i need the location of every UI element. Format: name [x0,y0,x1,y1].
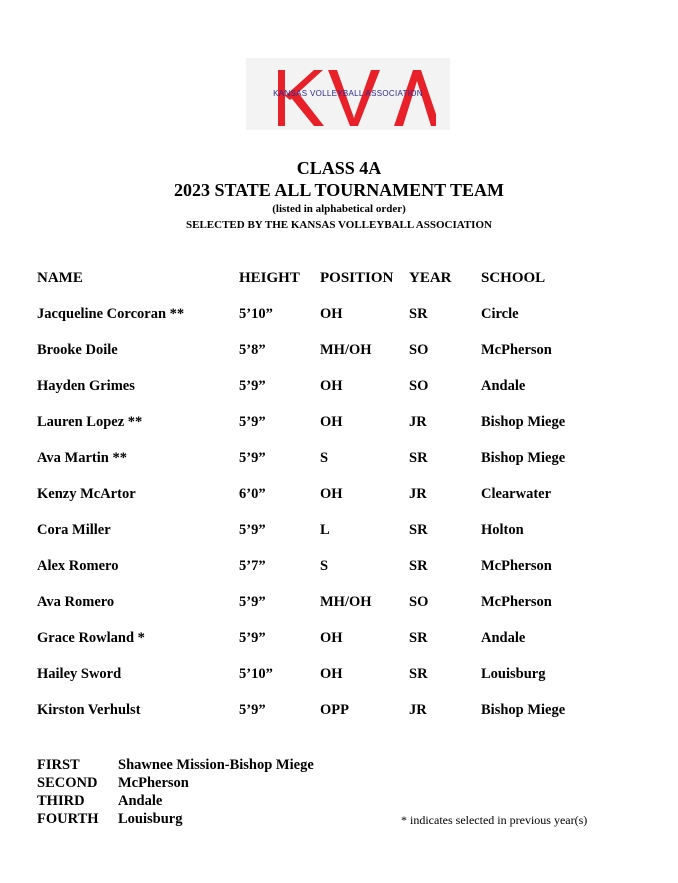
table-row [0,342,678,362]
table-row [0,702,678,722]
player-year: JR [409,486,427,502]
placement-team: McPherson [118,775,189,791]
player-height: 5’9” [239,522,266,538]
footnote: * indicates selected in previous year(s) [401,813,588,827]
placement-label: FOURTH [37,811,99,827]
placement-label: FIRST [37,757,80,773]
player-year: SR [409,558,428,574]
player-position: OH [320,486,343,502]
player-position: OPP [320,702,349,718]
placement-third [37,793,162,810]
kva-logo [246,58,450,130]
table-row [0,558,678,578]
player-year: SR [409,306,428,322]
player-height: 5’7” [239,558,266,574]
player-height: 6’0” [239,486,266,502]
player-name: Kenzy McArtor [37,486,136,502]
player-name: Kirston Verhulst [37,702,141,718]
class-heading: CLASS 4A [296,158,382,178]
player-position: OH [320,378,343,394]
order-note: (listed in alphabetical order) [272,203,406,215]
placement-team: Andale [118,793,163,809]
player-school: Andale [481,630,526,646]
player-school: McPherson [481,342,552,358]
player-position: OH [320,414,343,430]
table-row [0,378,678,398]
player-name: Ava Romero [37,594,115,610]
player-name: Hayden Grimes [37,378,135,394]
player-year: SR [409,522,428,538]
table-row [0,306,678,326]
player-year: SO [409,594,429,610]
player-year: SR [409,666,428,682]
player-name: Ava Martin ** [37,450,127,466]
placement-label: SECOND [37,775,98,791]
player-height: 5’9” [239,630,266,646]
player-position: MH/OH [320,594,372,610]
placement-team: Louisburg [118,811,183,827]
player-position: MH/OH [320,342,372,358]
table-row [0,630,678,650]
placement-label: THIRD [37,793,85,809]
player-school: Circle [481,306,519,322]
player-height: 5’9” [239,450,266,466]
column-header-height: HEIGHT [239,270,300,286]
table-row [0,522,678,542]
player-height: 5’9” [239,594,266,610]
player-school: Bishop Miege [481,450,566,466]
player-name: Alex Romero [37,558,119,574]
player-school: McPherson [481,558,552,574]
table-row [0,414,678,434]
player-height: 5’9” [239,414,266,430]
player-school: McPherson [481,594,552,610]
placement-fourth [37,811,182,828]
selected-by: SELECTED BY THE KANSAS VOLLEYBALL ASSOCIATION [186,219,492,231]
column-header-year: YEAR [409,270,452,286]
table-row [0,486,678,506]
player-position: L [320,522,330,538]
player-height: 5’9” [239,702,266,718]
column-header-name: NAME [37,270,83,286]
player-name: Brooke Doile [37,342,118,358]
player-year: SO [409,378,429,394]
player-school: Clearwater [481,486,552,502]
table-row [0,594,678,614]
player-school: Bishop Miege [481,414,566,430]
table-header [0,270,678,290]
logo-tagline: KANSAS VOLLEYBALL ASSOCIATION [273,89,423,98]
player-height: 5’10” [239,666,273,682]
player-year: SR [409,630,428,646]
player-position: OH [320,630,343,646]
player-position: S [320,450,329,466]
column-header-position: POSITION [320,270,394,286]
player-position: S [320,558,329,574]
player-year: JR [409,414,427,430]
player-name: Hailey Sword [37,666,122,682]
player-height: 5’8” [239,342,266,358]
column-header-school: SCHOOL [481,270,546,286]
player-name: Lauren Lopez ** [37,414,143,430]
player-name: Grace Rowland * [37,630,145,646]
player-school: Bishop Miege [481,702,566,718]
player-height: 5’9” [239,378,266,394]
player-year: JR [409,702,427,718]
player-school: Louisburg [481,666,546,682]
player-height: 5’10” [239,306,273,322]
player-name: Cora Miller [37,522,111,538]
placement-first [37,757,314,774]
placement-team: Shawnee Mission-Bishop Miege [118,757,314,773]
player-name: Jacqueline Corcoran ** [37,306,185,322]
player-position: OH [320,306,343,322]
player-position: OH [320,666,343,682]
placement-second [37,775,189,792]
page-title: 2023 STATE ALL TOURNAMENT TEAM [173,180,505,200]
table-row [0,666,678,686]
table-row [0,450,678,470]
player-school: Holton [481,522,524,538]
player-school: Andale [481,378,526,394]
player-year: SO [409,342,429,358]
player-year: SR [409,450,428,466]
